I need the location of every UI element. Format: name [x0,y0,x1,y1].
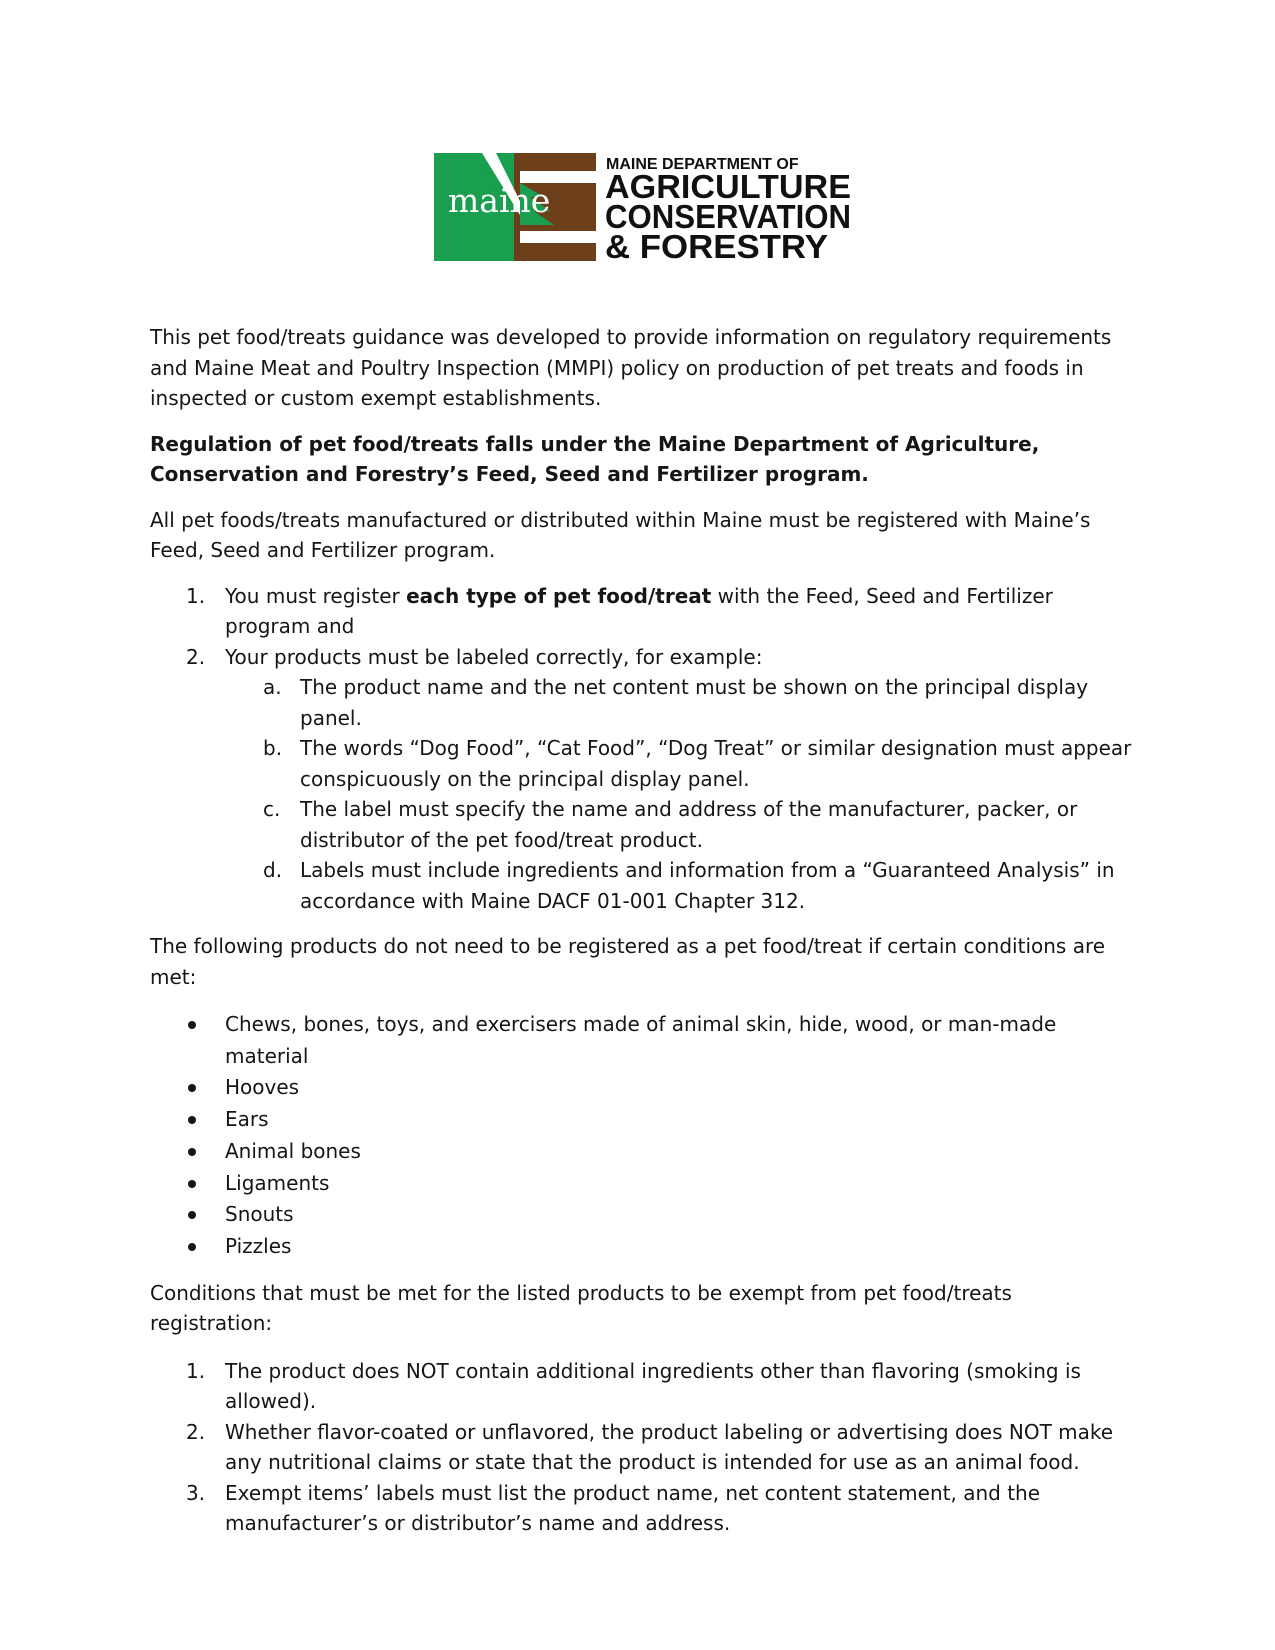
exempt-products-list [150,1009,1140,1263]
requirement-1-bold: each type of pet food/treat [406,583,712,608]
label-requirements-list [225,672,1140,916]
logo-line-3: CONSERVATION [605,198,851,235]
list-item-text: Pizzles [225,1233,292,1258]
requirement-1-text-after: with the Feed, Seed and Fertilizer program and [225,583,1053,638]
list-item [150,1168,1140,1200]
bullet-icon [188,1211,196,1219]
list-marker: 1. [186,1358,206,1383]
logo-line-1: MAINE DEPARTMENT OF [606,156,799,173]
list-marker: 2. [186,644,206,669]
list-item [150,1104,1140,1136]
list-item [150,1136,1140,1168]
list-marker: c. [263,797,281,821]
list-item-text: The words “Dog Food”, “Cat Food”, “Dog Treat” or similar designation must appear conspicuously on the principal display panel. [300,736,1132,791]
list-item-text: The product does NOT contain additional ingredients other than flavoring (smoking is allowed). [225,1358,1081,1414]
list-item [150,855,1140,916]
list-item-text: Ears [225,1107,269,1132]
bullet-icon [188,1116,196,1124]
list-item [150,733,1140,794]
requirement-1-text-before: You must register [225,583,407,608]
bullet-icon [188,1148,196,1156]
list-item [150,794,1140,855]
requirement-2-text: Your products must be labeled correctly, for example: [225,644,763,669]
list-item-text: The label must specify the name and address of the manufacturer, packer, or distributor of the pet food/treat product. [300,797,1078,852]
list-item [150,1417,1140,1478]
list-item [150,1231,1140,1263]
registration-paragraph: All pet foods/treats manufactured or distributed within Maine must be registered with Maine’s Feed, Seed and Fertilizer program. [150,507,1091,562]
requirement-item-2 [150,642,1140,917]
list-item-text: Labels must include ingredients and information from a “Guaranteed Analysis” in accordance with Maine DACF 01-001 Chapter 312. [300,858,1115,913]
bullet-icon [188,1180,196,1188]
list-marker: 1. [186,583,206,608]
regulation-heading: Regulation of pet food/treats falls under the Maine Department of Agriculture, Conservation and Forestry’s Feed, Seed and Fertilizer program. [150,431,1040,486]
exempt-intro-paragraph: The following products do not need to be registered as a pet food/treat if certain conditions are met: [150,934,1106,989]
logo-line-4: & FORESTRY [605,228,828,261]
list-item [150,1356,1140,1417]
list-item-text: Animal bones [225,1138,361,1163]
list-item [150,1072,1140,1104]
list-marker: 3. [186,1480,206,1505]
list-item-text: Snouts [225,1202,294,1227]
bullet-icon [188,1021,196,1029]
conditions-intro-paragraph: Conditions that must be met for the listed products to be exempt from pet food/treats registration: [150,1280,1012,1336]
list-marker: b. [263,736,283,760]
requirement-item-1 [150,581,1140,642]
list-item [150,672,1140,733]
list-item [150,1199,1140,1231]
list-item-text: Hooves [225,1075,300,1100]
list-item [150,1478,1140,1539]
maine-dacf-logo [434,153,854,261]
list-item-text: Whether flavor-coated or unflavored, the product labeling or advertising does NOT make any nutritional claims or state that the product is intended for use as an animal food. [225,1419,1114,1475]
list-item-text: Chews, bones, toys, and exercisers made of animal skin, hide, wood, or man-made material [225,1012,1057,1068]
conditions-list [150,1356,1140,1539]
logo-wordmark: maine [448,181,551,220]
requirements-list [150,581,1140,917]
list-marker: 2. [186,1419,206,1444]
list-item [150,1009,1140,1072]
bullet-icon [188,1084,196,1092]
list-item-text: The product name and the net content must be shown on the principal display panel. [300,675,1089,730]
logo-line-2: AGRICULTURE [605,168,851,205]
document-body [150,322,1140,1554]
intro-paragraph: This pet food/treats guidance was developed to provide information on regulatory requirements and Maine Meat and Poultry Inspection (MMPI) policy on production of pet treats and foods in inspected or custom exempt establishments. [150,325,1112,410]
list-marker: d. [263,858,283,882]
bullet-icon [188,1243,196,1251]
list-item-text: Ligaments [225,1170,330,1195]
list-marker: a. [263,675,282,699]
list-item-text: Exempt items’ labels must list the product name, net content statement, and the manufacturer’s or distributor’s name and address. [225,1480,1041,1536]
